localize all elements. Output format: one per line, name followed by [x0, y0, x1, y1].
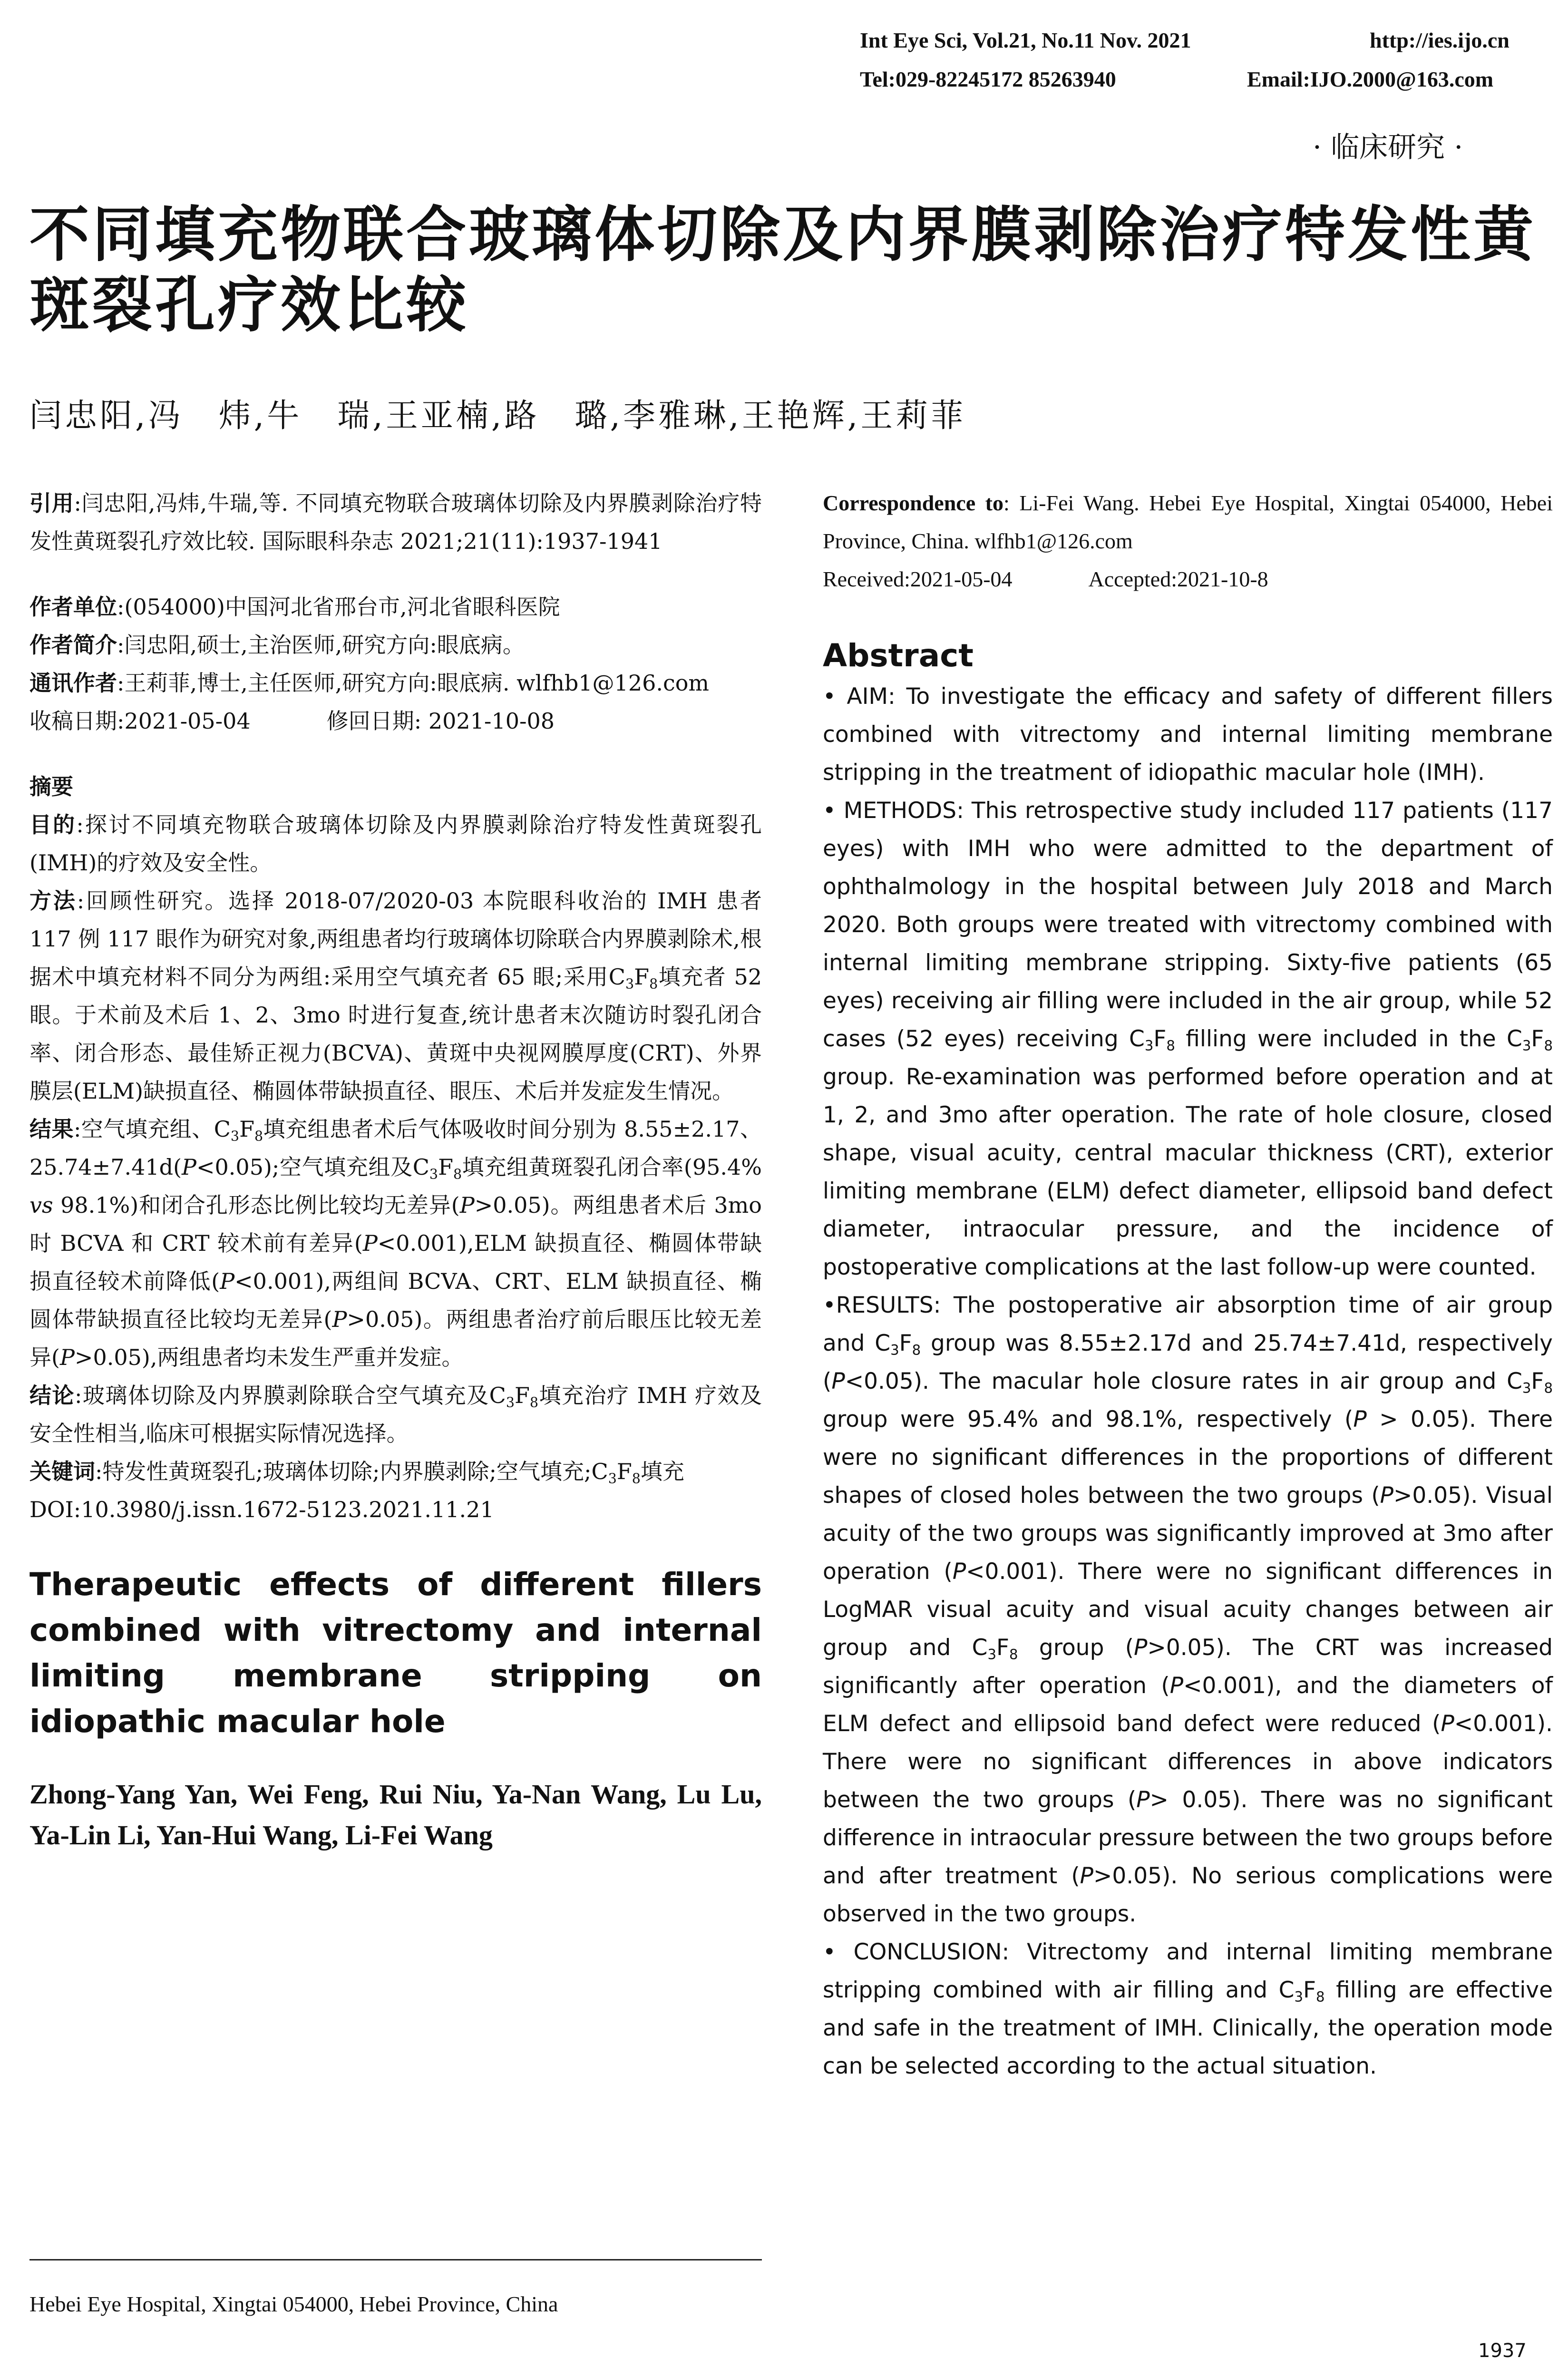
subscript-8: 8 [453, 1166, 462, 1182]
results-en-text-l: > 0.05). There was no significant difference in intraocular pressure between the two groups before and after treatment ( [823, 1787, 1553, 1889]
revised-date: 修回日期: 2021-10-08 [326, 708, 555, 734]
results-label: 结果 [29, 1116, 74, 1142]
subscript-3: 3 [230, 1128, 240, 1144]
affiliation-divider [29, 2259, 762, 2260]
p-value-symbol: P [1353, 1406, 1367, 1432]
methods-label-en: METHODS [843, 798, 957, 824]
citation-label: 引用 [29, 490, 74, 516]
formula-f: F [616, 1459, 632, 1484]
correspondence-block [823, 484, 1553, 598]
results-en-text-e: > 0.05). There were no significant differences in the proportions of different shapes of closed holes between the two groups ( [823, 1406, 1553, 1509]
subscript-8: 8 [632, 1471, 641, 1487]
abstract-body [823, 678, 1553, 2085]
results-en-text-g: <0.001). There were no significant differences in LogMAR visual acuity and visual acuity changes between air group and C [823, 1559, 1553, 1661]
subscript-3: 3 [506, 1394, 515, 1411]
doi[interactable]: DOI:10.3980/j.issn.1672-5123.2021.11.21 [29, 1497, 494, 1522]
abstract-cn-keywords [29, 1452, 762, 1490]
conclusion-label-en: CONCLUSION [853, 1939, 1002, 1965]
results-en-text-a: : The postoperative air absorption time of air group and C [823, 1292, 1553, 1356]
results-text-a: :空气填充组、C [73, 1116, 231, 1142]
abstract-conclusion [823, 1933, 1553, 2085]
methods-text-b: 填充者 52 眼。于术前及术后 1、2、3mo 时进行复查,统计患者末次随访时裂孔闭合率、闭合形态、最佳矫正视力(BCVA)、黄斑中央视网膜厚度(CRT)、外界膜层(ELM)缺损直径、椭圆体带缺损直径、眼压、术后并发症发生情况。 [29, 964, 762, 1104]
results-en-text-k: <0.001). There were no significant differences in above indicators between the two groups ( [823, 1711, 1553, 1813]
english-abstract [823, 637, 1553, 2085]
article-title-line1: 不同填充物联合玻璃体切除及内界膜剥除治疗特发性黄 [29, 200, 1536, 270]
subscript-3: 3 [1522, 1037, 1531, 1054]
journal-info: Int Eye Sci, Vol.21, No.11 Nov. 2021 [860, 28, 1191, 52]
subscript-8: 8 [1316, 1988, 1325, 2005]
corresponding-author-text: :王莉菲,博士,主任医师,研究方向:眼底病. wlfhb1@126.com [117, 670, 710, 696]
results-en-text-i: >0.05). The CRT was increased significantly after operation ( [823, 1635, 1553, 1699]
journal-url[interactable]: http://ies.ijo.cn [1370, 28, 1510, 52]
results-en-text-h: group ( [1018, 1635, 1134, 1661]
p-value-symbol: P [1080, 1863, 1093, 1889]
objective-text: :探讨不同填充物联合玻璃体切除及内界膜剥除治疗特发性黄斑裂孔(IMH)的疗效及安全性。 [29, 812, 762, 876]
correspondence [823, 484, 1553, 560]
correspondence-label: Correspondence to [823, 491, 1003, 515]
author-unit-text: :(054000)中国河北省邢台市,河北省眼科医院 [117, 594, 560, 620]
journal-email[interactable]: Email:IJO.2000@163.com [1247, 67, 1494, 91]
results-text-h: <0.001),两组间 BCVA、CRT、ELM 缺损直径、椭圆体带缺损直径比较均无差异( [29, 1268, 762, 1332]
results-en-text-m: >0.05). No serious complications were observed in the two groups. [823, 1863, 1553, 1927]
results-text-b: 填充组患者术后气体吸收时间分别为 8.55±2.17、25.74±7.41d( [29, 1116, 762, 1180]
methods-en-text-c: group. Re-examination was performed before operation and at 1, 2, and 3mo after operation. The rate of hole closure, closed shape, visual acuity, central macular thickness (CRT), exterior limiting membrane (ELM) defect diameter, ellipsoid band defect diameter, intraocular pressure, and the incidence of postoperative complications at the last follow-up were counted. [823, 1064, 1553, 1280]
abstract-methods [823, 792, 1553, 1286]
formula-f: F [1303, 1977, 1316, 2003]
abstract-cn-objective [29, 806, 762, 882]
abstract-cn-methods [29, 882, 762, 1110]
article-title [29, 200, 1551, 341]
formula-f: F [1153, 1026, 1167, 1052]
methods-en-text-a: : This retrospective study included 117 patients (117 eyes) with IMH who were admitted to the department of ophthalmology in the hospital between July 2018 and March 2020. Both groups were treated with vitrectomy combined with internal limiting membrane stripping. Sixty-five patients (65 eyes) receiving air filling were included in the air group, while 52 cases (52 eyes) receiving C [823, 798, 1553, 1052]
conclusion-en-text-a: : Vitrectomy and internal limiting membrane stripping combined with air filling and C [823, 1939, 1553, 2003]
results-en-text-c: <0.05). The macular hole closure rates in air group and C [845, 1368, 1522, 1394]
methods-text-a: :回顾性研究。选择 2018-07/2020-03 本院眼科收治的 IMH 患者 117 例 117 眼作为研究对象,两组患者均行玻璃体切除联合内界膜剥除术,根据术中填充材料不同分为两组:采用空气填充者 65 眼;采用C [29, 888, 762, 990]
abstract-cn-results [29, 1110, 762, 1376]
correspondence-dates [823, 560, 1553, 598]
p-value-symbol: P [1380, 1482, 1394, 1509]
conclusion-text-a: :玻璃体切除及内界膜剥除联合空气填充及C [74, 1383, 506, 1408]
title-block [29, 200, 1551, 341]
p-value-symbol: P [182, 1154, 196, 1180]
conclusion-label: 结论 [29, 1383, 75, 1408]
results-en-text-b: group was 8.55±2.17d and 25.74±7.41d, respectively ( [823, 1330, 1553, 1394]
keywords-label: 关键词 [29, 1459, 95, 1484]
subscript-3: 3 [987, 1646, 996, 1663]
subscript-8: 8 [1544, 1380, 1553, 1396]
subscript-3: 3 [625, 976, 634, 992]
p-value-symbol: P [831, 1368, 845, 1394]
formula-f: F [996, 1635, 1010, 1661]
results-en-text-f: >0.05). Visual acuity of the two groups was significantly improved at 3mo after operation ( [823, 1482, 1553, 1585]
correspondence-text: : Li-Fei Wang. Hebei Eye Hospital, Xingtai 054000, Hebei Province, China. wlfhb1@126.com [823, 491, 1553, 553]
results-en-text-j: <0.001), and the diameters of ELM defect and ellipsoid band defect were reduced ( [823, 1673, 1553, 1737]
english-affiliation: Hebei Eye Hospital, Xingtai 054000, Hebei Province, China [29, 2292, 558, 2316]
p-value-symbol: P [59, 1344, 75, 1370]
results-label-en: RESULTS [836, 1292, 934, 1318]
p-value-symbol: P [220, 1268, 235, 1294]
p-value-symbol: P [1441, 1711, 1454, 1737]
objective-label: 目的 [29, 812, 77, 838]
bullet-icon: • [823, 1939, 836, 1965]
article-title-line2: 斑裂孔疗效比较 [29, 270, 469, 340]
p-value-symbol: P [1136, 1787, 1150, 1813]
received-date: 收稿日期:2021-05-04 [29, 708, 251, 734]
subscript-8: 8 [912, 1342, 921, 1358]
formula-f: F [1531, 1026, 1544, 1052]
formula-f: F [239, 1116, 254, 1142]
formula-f: F [899, 1330, 912, 1356]
subscript-3: 3 [890, 1342, 899, 1358]
author-bio-text: :闫忠阳,硕士,主治医师,研究方向:眼底病。 [117, 632, 525, 658]
author-unit-label: 作者单位 [29, 594, 117, 620]
subscript-8: 8 [254, 1128, 263, 1144]
section-tag: · 临床研究 · [1313, 131, 1463, 164]
aim-label: AIM [847, 683, 888, 710]
subscript-8: 8 [529, 1394, 539, 1411]
received-date-en: Received:2021-05-04 [823, 567, 1013, 591]
subscript-8: 8 [1166, 1037, 1175, 1054]
p-value-symbol: P [1169, 1673, 1184, 1699]
english-title: Therapeutic effects of different fillers combined with vitrectomy and internal limiting membrane stripping on idiopathic macular hole [29, 1566, 762, 1740]
subscript-3: 3 [1144, 1037, 1154, 1054]
bullet-icon: • [823, 1292, 836, 1318]
dates [29, 702, 762, 740]
accepted-date-en: Accepted:2021-10-8 [1088, 567, 1268, 591]
subscript-3: 3 [429, 1166, 438, 1182]
left-column [29, 484, 762, 1856]
subscript-3: 3 [1522, 1380, 1531, 1396]
authors-cn: 闫忠阳,冯 炜,牛 瑞,王亚楠,路 璐,李雅琳,王艳辉,王莉菲 [29, 397, 966, 435]
subscript-8: 8 [649, 976, 658, 992]
author-bio [29, 626, 762, 664]
author-bio-label: 作者简介 [29, 632, 117, 658]
keywords-text-a: :特发性黄斑裂孔;玻璃体切除;内界膜剥除;空气填充;C [95, 1459, 608, 1484]
vs-text: vs [29, 1192, 53, 1218]
author-unit [29, 588, 762, 626]
bullet-icon: • [823, 683, 836, 710]
subscript-3: 3 [608, 1471, 617, 1487]
subscript-3: 3 [1294, 1988, 1303, 2005]
aim-text: : To investigate the efficacy and safety of different fillers combined with vitrectomy and internal limiting membrane stripping in the treatment of idiopathic macular hole (IMH). [823, 683, 1553, 786]
abstract-cn-heading: 摘要 [29, 774, 73, 799]
results-text-i: >0.05)。两组患者治疗前后眼压比较无差异( [29, 1306, 762, 1370]
conclusion-en-text-b: filling are effective and safe in the treatment of IMH. Clinically, the operation mode can be selected according to the actual situation. [823, 1977, 1553, 2079]
citation [29, 484, 762, 560]
subscript-8: 8 [1009, 1646, 1018, 1663]
results-en-text-d: group were 95.4% and 98.1%, respectively ( [823, 1406, 1354, 1432]
p-value-symbol: P [459, 1192, 475, 1218]
results-text-g: <0.001),ELM 缺损直径、椭圆体带缺损直径较术前降低( [29, 1230, 762, 1294]
results-text-d: 填充组黄斑裂孔闭合率(95.4% [462, 1154, 762, 1180]
p-value-symbol: P [362, 1230, 378, 1256]
p-value-symbol: P [332, 1306, 347, 1332]
keywords-text-b: 填充 [640, 1459, 684, 1484]
abstract-aim [823, 678, 1553, 792]
corresponding-author [29, 664, 762, 702]
methods-en-text-b: filling were included in the C [1175, 1026, 1522, 1052]
subscript-8: 8 [1544, 1037, 1553, 1054]
formula-f: F [1531, 1368, 1544, 1394]
english-authors: Zhong-Yang Yan, Wei Feng, Rui Niu, Ya-Nan Wang, Lu Lu, Ya-Lin Li, Yan-Hui Wang, Li-Fei Wang [29, 1779, 762, 1851]
abstract-heading: Abstract [823, 637, 974, 674]
citation-text: :闫忠阳,冯炜,牛瑞,等. 不同填充物联合玻璃体切除及内界膜剥除治疗特发性黄斑裂孔疗效比较. 国际眼科杂志 2021;21(11):1937-1941 [29, 490, 762, 554]
abstract-results [823, 1286, 1553, 1933]
results-text-e: 98.1%)和闭合孔形态比例比较均无差异( [53, 1192, 460, 1218]
results-text-f: >0.05)。两组患者术后 3mo 时 BCVA 和 CRT 较术前有差异( [29, 1192, 762, 1256]
page-number: 1937 [1478, 2340, 1527, 2362]
results-text-j: >0.05),两组患者均未发生严重并发症。 [74, 1344, 464, 1370]
p-value-symbol: P [1134, 1635, 1148, 1661]
formula-f: F [438, 1154, 453, 1180]
results-text-c: <0.05);空气填充组及C [196, 1154, 429, 1180]
corresponding-author-label: 通讯作者 [29, 670, 117, 696]
bullet-icon: • [823, 798, 836, 824]
p-value-symbol: P [952, 1559, 966, 1585]
formula-f: F [514, 1383, 530, 1408]
formula-f: F [634, 964, 650, 990]
conclusion-text-b: 填充治疗 IMH 疗效及安全性相当,临床可根据实际情况选择。 [29, 1383, 762, 1446]
abstract-cn-conclusion [29, 1376, 762, 1452]
journal-phone: Tel:029-82245172 85263940 [860, 67, 1116, 91]
methods-label: 方法 [29, 888, 77, 914]
